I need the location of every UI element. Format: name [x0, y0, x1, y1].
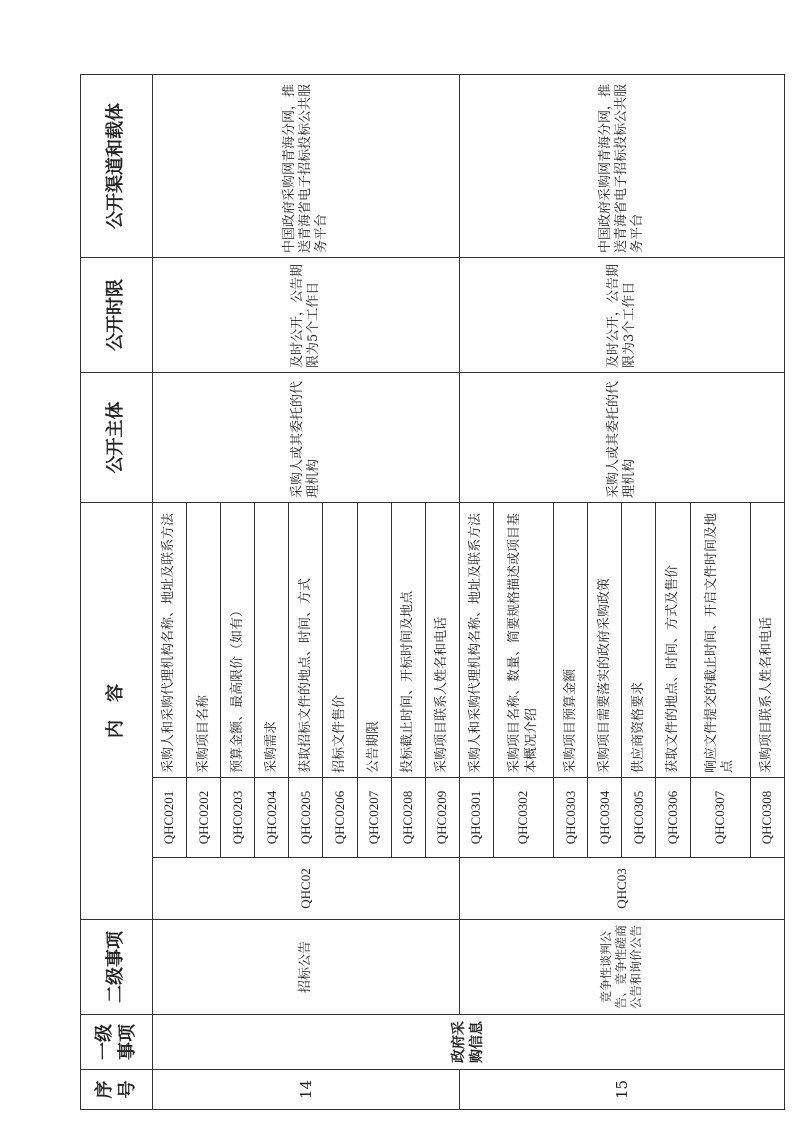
- item-text: 预算金额、最高限价（如有）: [221, 503, 255, 778]
- item-code: QHC0204: [255, 778, 289, 858]
- table-header-row: [81, 75, 153, 1110]
- item-text: 获取招标文件的地点、时间、方式: [289, 503, 323, 778]
- row-channel: 中国政府采购网青海分网，推送青海省电子招标投标公共服务平台: [459, 75, 784, 258]
- row-channel: 中国政府采购网青海分网，推送青海省电子招标投标公共服务平台: [153, 75, 460, 258]
- item-text: 采购项目名称、数量、简要规格描述或项目基本概况介绍: [493, 503, 553, 778]
- item-code: QHC0209: [425, 778, 459, 858]
- row-time-limit: 及时公开，公告期限为3个工作日: [459, 258, 784, 373]
- rotated-table-frame: [80, 75, 785, 1110]
- header-content: 内 容: [81, 503, 153, 920]
- row-level2: 招标公告: [153, 920, 460, 1015]
- item-text: 采购项目联系人姓名和电话: [425, 503, 459, 778]
- item-code: QHC0303: [554, 778, 588, 858]
- row-seq: 15: [459, 1070, 784, 1110]
- item-code: QHC0205: [289, 778, 323, 858]
- item-text: 响应文件提交的截止时间、开启文件时间及地点: [690, 503, 750, 778]
- row-seq: 14: [153, 1070, 460, 1110]
- row-level1: 政府采购信息: [153, 1015, 785, 1070]
- item-code: QHC0203: [221, 778, 255, 858]
- item-text: 投标截止时间、开标时间及地点: [391, 503, 425, 778]
- row-subject: 采购人或其委托的代理机构: [459, 373, 784, 503]
- header-channel: 公开渠道和载体: [81, 75, 153, 258]
- item-code: QHC0306: [656, 778, 690, 858]
- table-row: [153, 75, 187, 1110]
- item-code: QHC0202: [187, 778, 221, 858]
- header-level1: 一级事项: [81, 1015, 153, 1070]
- disclosure-table: [80, 74, 785, 1110]
- header-seq: 序号: [81, 1070, 153, 1110]
- item-text: 采购人和采购代理机构名称、地址及联系方法: [459, 503, 493, 778]
- item-code: QHC0307: [690, 778, 750, 858]
- item-code: QHC0201: [153, 778, 187, 858]
- item-code: QHC0302: [493, 778, 553, 858]
- item-text: 采购需求: [255, 503, 289, 778]
- item-code: QHC0304: [588, 778, 622, 858]
- item-text: 采购项目预算金额: [554, 503, 588, 778]
- row-subject: 采购人或其委托的代理机构: [153, 373, 460, 503]
- row-group-code: QHC03: [459, 858, 784, 920]
- row-group-code: QHC02: [153, 858, 460, 920]
- item-text: 获取文件的地点、时间、方式及售价: [656, 503, 690, 778]
- item-code: QHC0305: [622, 778, 656, 858]
- item-code: QHC0206: [323, 778, 357, 858]
- row-level2: 竞争性谈判公告、竞争性磋商公告和询价公告: [459, 920, 784, 1015]
- item-text: 供应商资格要求: [622, 503, 656, 778]
- item-text: 采购人和采购代理机构名称、地址及联系方法: [153, 503, 187, 778]
- item-text: 采购项目需要落实的政府采购政策: [588, 503, 622, 778]
- header-time-limit: 公开时限: [81, 258, 153, 373]
- header-subject: 公开主体: [81, 373, 153, 503]
- item-text: 采购项目名称: [187, 503, 221, 778]
- item-code: QHC0308: [750, 778, 784, 858]
- item-code: QHC0301: [459, 778, 493, 858]
- item-text: 公告期限: [357, 503, 391, 778]
- item-text: 招标文件售价: [323, 503, 357, 778]
- item-code: QHC0207: [357, 778, 391, 858]
- table-row: [459, 75, 493, 1110]
- header-level2: 二级事项: [81, 920, 153, 1015]
- item-text: 采购项目联系人姓名和电话: [750, 503, 784, 778]
- item-code: QHC0208: [391, 778, 425, 858]
- row-time-limit: 及时公开，公告期限为5个工作日: [153, 258, 460, 373]
